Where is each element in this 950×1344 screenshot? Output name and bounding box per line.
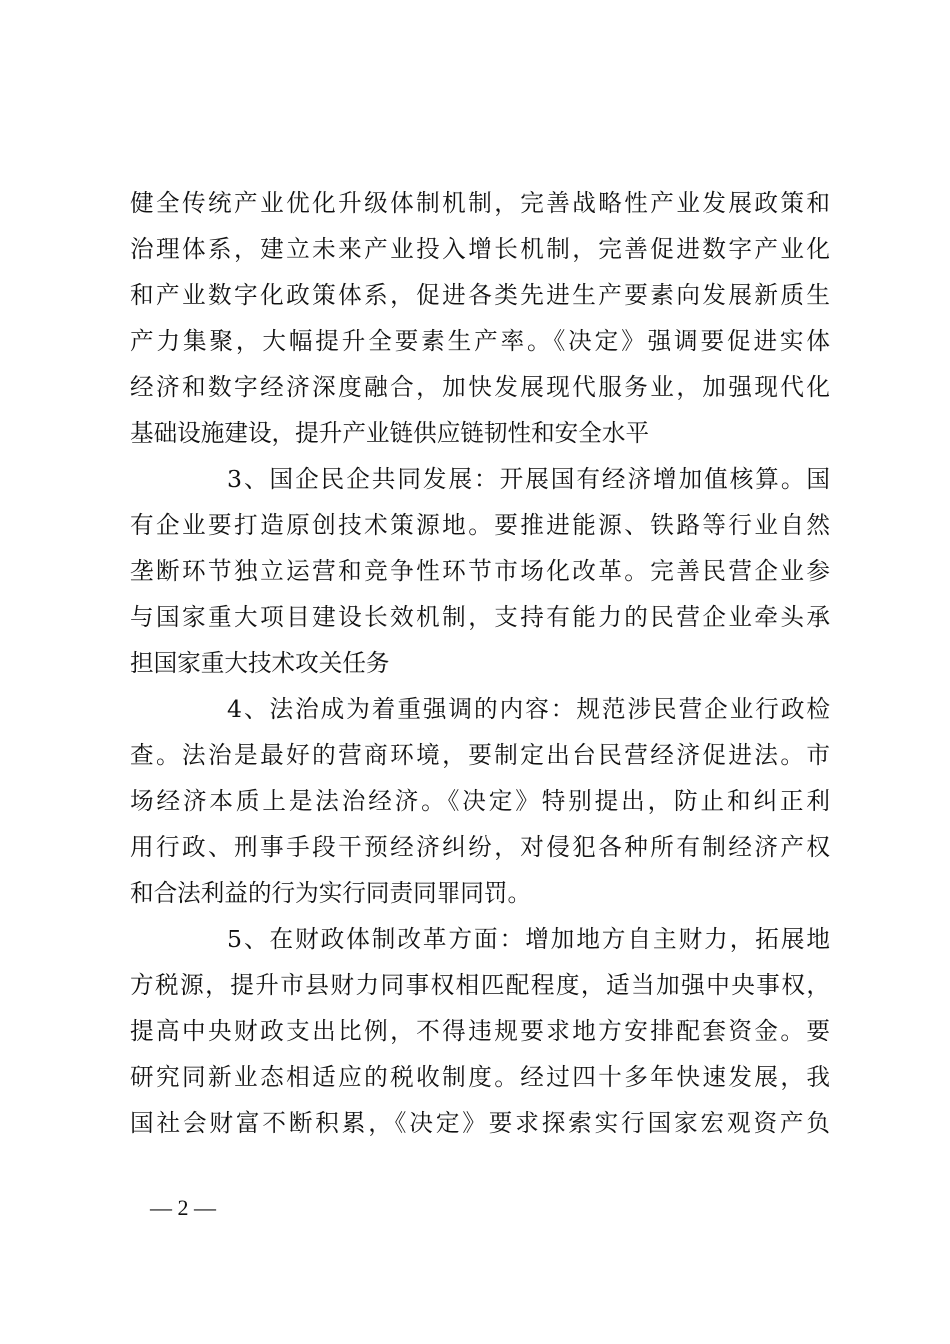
paragraph-line: 场经济本质上是法治经济。《决定》特别提出，防止和纠正利 — [130, 787, 830, 815]
paragraph-line: 基础设施建设，提升产业链供应链韧性和安全水平 — [130, 419, 650, 447]
paragraph-line: 和合法利益的行为实行同责同罪同罚。 — [130, 879, 532, 907]
paragraph-line: 经济和数字经济深度融合，加快发展现代服务业，加强现代化 — [130, 373, 830, 401]
paragraph-line: 查。法治是最好的营商环境，要制定出台民营经济促进法。市 — [130, 741, 830, 769]
paragraph-line: 产力集聚，大幅提升全要素生产率。《决定》强调要促进实体 — [130, 327, 830, 355]
paragraph-line: 研究同新业态相适应的税收制度。经过四十多年快速发展，我 — [130, 1063, 830, 1091]
paragraph-line: 国社会财富不断积累，《决定》要求探索实行国家宏观资产负 — [130, 1109, 830, 1137]
paragraph-heading-line: 4、法治成为着重强调的内容：规范涉民营企业行政检 — [227, 695, 830, 723]
page-number: — 2 — — [150, 1195, 216, 1220]
paragraph-line: 与国家重大项目建设长效机制，支持有能力的民营企业牵头承 — [130, 603, 830, 631]
paragraph-line: 垄断环节独立运营和竞争性环节市场化改革。完善民营企业参 — [130, 557, 830, 585]
paragraph-line: 健全传统产业优化升级体制机制，完善战略性产业发展政策和 — [130, 189, 830, 217]
paragraph-line: 有企业要打造原创技术策源地。要推进能源、铁路等行业自然 — [130, 511, 830, 539]
paragraph-line: 用行政、刑事手段干预经济纠纷，对侵犯各种所有制经济产权 — [130, 833, 830, 861]
paragraph-line: 方税源，提升市县财力同事权相匹配程度，适当加强中央事权， — [130, 971, 830, 999]
paragraph-heading-line: 3、国企民企共同发展：开展国有经济增加值核算。国 — [227, 465, 830, 493]
paragraph-heading-line: 5、在财政体制改革方面：增加地方自主财力，拓展地 — [227, 925, 830, 953]
paragraph-line: 和产业数字化政策体系，促进各类先进生产要素向发展新质生 — [130, 281, 830, 309]
paragraph-line: 担国家重大技术攻关任务 — [130, 649, 390, 677]
paragraph-line: 治理体系，建立未来产业投入增长机制，完善促进数字产业化 — [130, 235, 830, 263]
paragraph-line: 提高中央财政支出比例，不得违规要求地方安排配套资金。要 — [130, 1017, 830, 1045]
